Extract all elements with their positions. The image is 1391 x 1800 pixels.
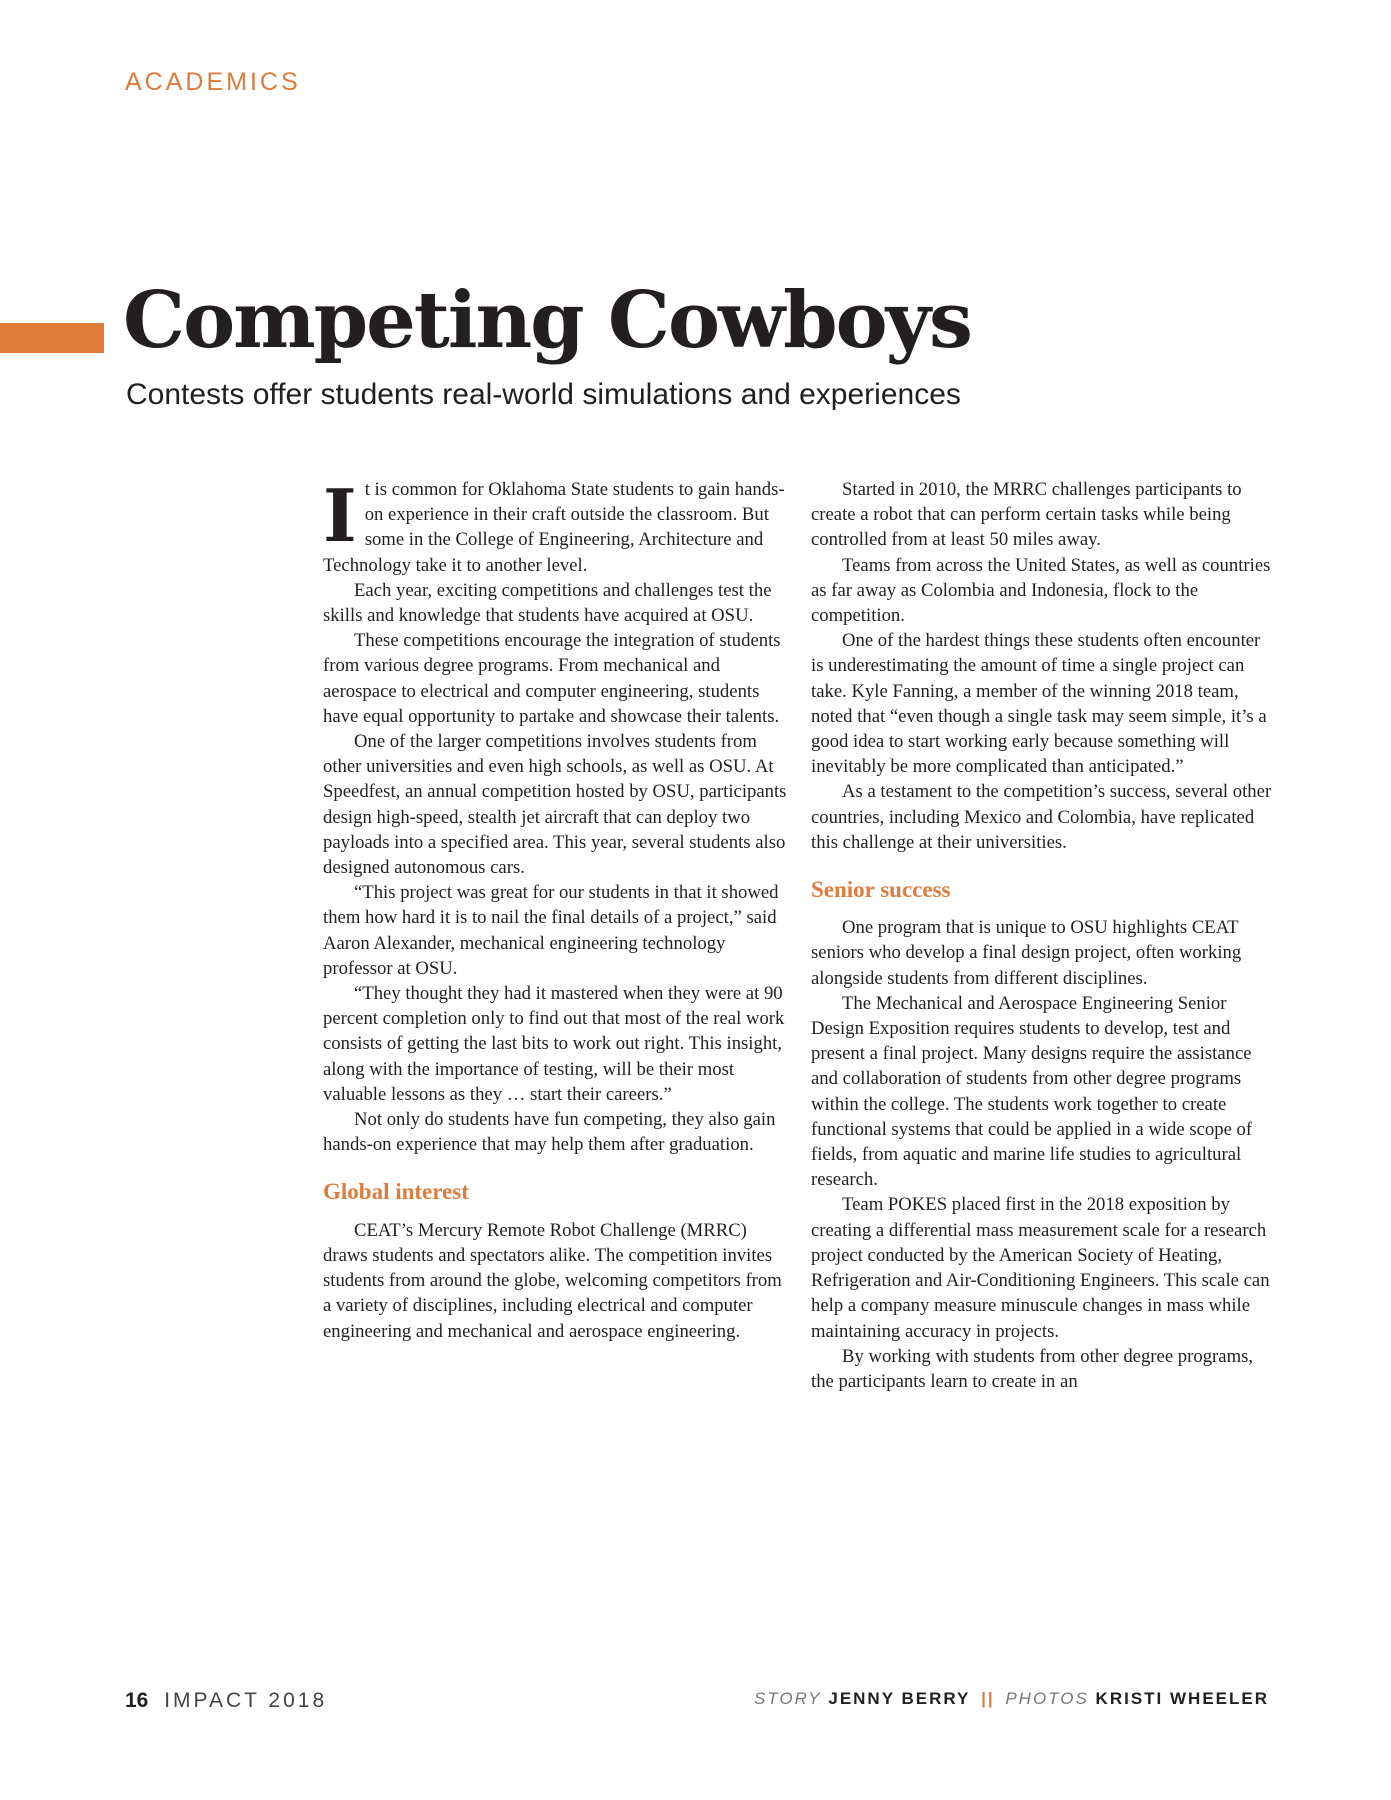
page-title: Competing Cowboys: [123, 275, 971, 366]
story-label: STORY: [754, 1689, 822, 1708]
article-paragraph: By working with students from other degree programs, the participants learn to create in an: [811, 1345, 1254, 1392]
page-subtitle: Contests offer students real-world simulations and experiences: [126, 378, 961, 411]
footer-credits: [754, 1689, 1269, 1709]
article-column-left: [323, 473, 789, 1344]
subhead-senior-success: Senior success: [811, 877, 951, 903]
photos-author: KRISTI WHEELER: [1095, 1689, 1269, 1708]
article-paragraph: These competitions encourage the integration of students from various degree programs. From mechanical and aerospace to electrical and computer engineering, students have equal opportunity to partake and showcase their talents.: [323, 630, 781, 727]
page-number: 16: [125, 1689, 149, 1712]
article-paragraph: CEAT’s Mercury Remote Robot Challenge (MRRC) draws students and spectators alike. The competition invites students from around the globe, welcoming competitors from a variety of disciplines, including electrical and computer engineering and mechanical and aerospace engineering.: [323, 1219, 782, 1342]
article-paragraph: “They thought they had it mastered when they were at 90 percent completion only to find out that most of the real work consists of getting the last bits to work out right. This insight, along with the importance of testing, will be their most valuable lessons as they … start their careers.”: [323, 983, 785, 1105]
story-author: JENNY BERRY: [828, 1689, 971, 1708]
article-paragraph: Team POKES placed first in the 2018 exposition by creating a differential mass measurement scale for a research project conducted by the American Society of Heating, Refrigeration and Air-Conditioning Engineers. This scale can help a company measure minuscule changes in mass while maintaining accuracy in projects.: [811, 1194, 1270, 1342]
photos-label: PHOTOS: [1005, 1689, 1089, 1708]
section-label: ACADEMICS: [125, 68, 301, 96]
title-accent-bar: [0, 323, 104, 353]
article-column-right: [811, 477, 1277, 1394]
article-paragraph: It is common for Oklahoma State students to gain hands-on experience in their craft outside the classroom. But some in the College of Engineering, Architecture and Technology take it to another level.: [323, 473, 785, 576]
article-paragraph: Each year, exciting competitions and challenges test the skills and knowledge that students have acquired at OSU.: [323, 579, 772, 627]
article-paragraph: The Mechanical and Aerospace Engineering Senior Design Exposition requires students to develop, test and present a final project. Many designs require the assistance and collaboration of students from other degree programs within the college. The students work together to create functional systems that could be applied in a wide scope of fields, from aquatic and marine life studies to agricultural research.: [811, 992, 1253, 1191]
article-paragraph: Teams from across the United States, as well as countries as far away as Colombia and Indonesia, flock to the competition.: [811, 554, 1271, 627]
article-paragraph: One of the larger competitions involves students from other universities and even high schools, as well as OSU. At Speedfest, an annual competition hosted by OSU, participants design high-speed, stealth jet aircraft that can deploy two payloads into a specified area. This year, several students also designed autonomous cars.: [323, 731, 787, 879]
credit-separator: ||: [981, 1689, 995, 1708]
article-paragraph: One of the hardest things these students often encounter is underestimating the amount of time a single project can take. Kyle Fanning, a member of the winning 2018 team, noted that “even though a single task may seem simple, it’s a good idea to start working early because something will inevitably be more complicated than anticipated.”: [811, 630, 1267, 778]
article-paragraph: Started in 2010, the MRRC challenges participants to create a robot that can perform certain tasks while being controlled from at least 50 miles away.: [811, 479, 1242, 551]
article-paragraph: As a testament to the competition’s success, several other countries, including Mexico and Colombia, have replicated this challenge at their universities.: [811, 781, 1272, 853]
article-paragraph: “This project was great for our students in that it showed them how hard it is to nail the final details of a project,” said Aaron Alexander, mechanical engineering technology professor at OSU.: [323, 882, 779, 979]
drop-cap: I: [323, 473, 357, 558]
article-paragraph: Not only do students have fun competing, they also gain hands-on experience that may help them after graduation.: [323, 1109, 776, 1156]
footer-folio: [125, 1689, 327, 1713]
subhead-global-interest: Global interest: [323, 1179, 469, 1205]
magazine-name: IMPACT 2018: [164, 1689, 328, 1712]
article-paragraph: One program that is unique to OSU highlights CEAT seniors who develop a final design project, often working alongside students from different disciplines.: [811, 917, 1242, 989]
